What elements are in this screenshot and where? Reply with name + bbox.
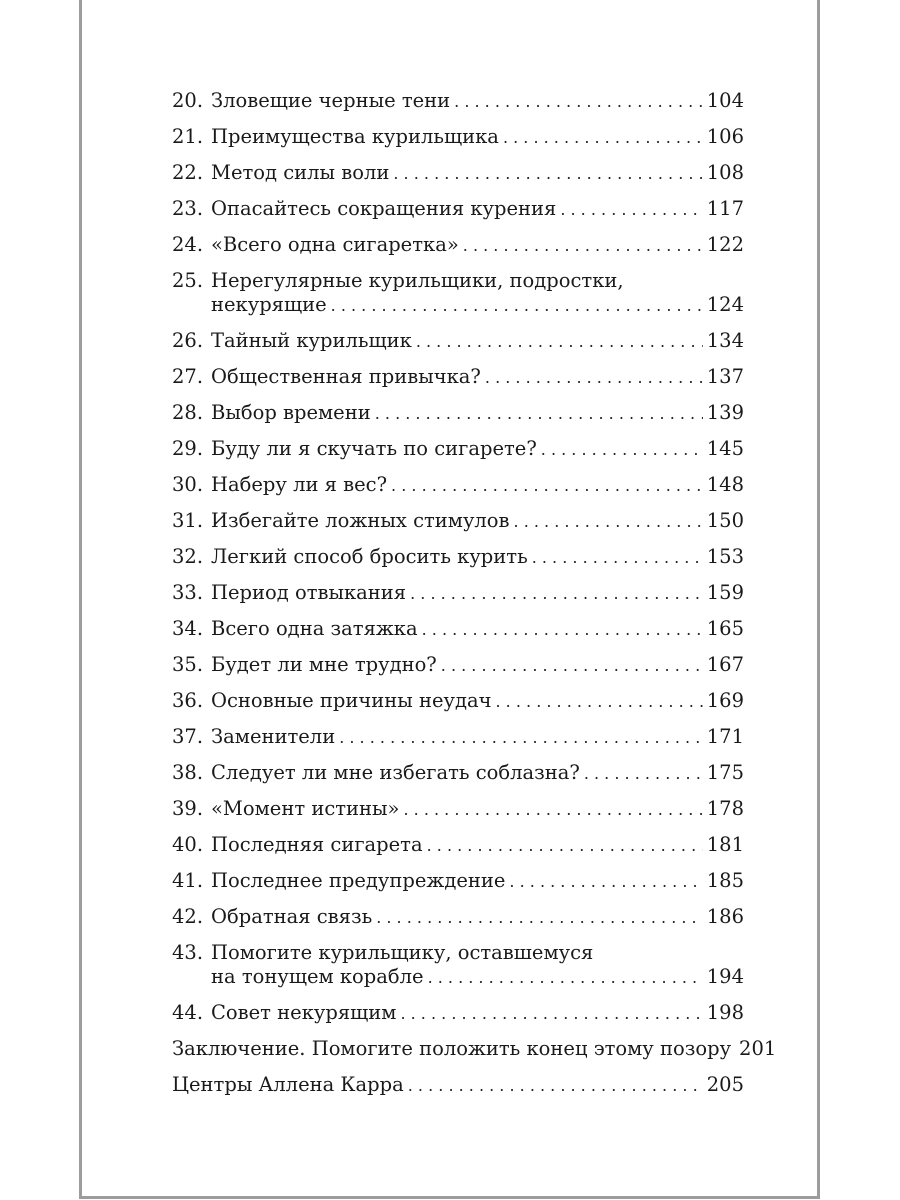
page-number: 178 [706,797,744,820]
page-number: 167 [706,653,744,676]
entry-title-line2: на тонущем корабле [211,965,424,988]
page-number: 139 [706,401,744,424]
page-number: 205 [706,1073,744,1096]
page-number: 159 [706,581,744,604]
entry-title: Легкий способ бросить курить [211,545,528,568]
entry-number: 35. [172,653,204,676]
entry-title: «Всего одна сигаретка» [211,233,459,256]
dot-leader [331,294,703,318]
dot-leader [416,330,703,354]
toc-entry [172,869,744,893]
entry-number: 42. [172,905,204,928]
page-number: 201 [739,1037,777,1060]
entry-title: Зловещие черные тени [211,89,451,112]
entry-title: Центры Аллена Карра [172,1073,404,1096]
dot-leader [375,402,703,426]
entry-number: 28. [172,401,204,424]
entry-title: Совет некурящим [211,1001,397,1024]
page-number: 122 [706,233,744,256]
toc-entry [172,437,744,461]
page-number: 148 [706,473,744,496]
entry-number: 36. [172,689,204,712]
entry-number: 41. [172,869,204,892]
page-number: 198 [706,1001,744,1024]
dot-leader [463,234,703,258]
toc-entry [172,329,744,353]
dot-leader [485,366,703,390]
entry-title: Наберу ли я вес? [211,473,388,496]
toc-entry [172,1001,744,1025]
dot-leader [584,762,703,786]
toc-entry [172,941,744,989]
toc-entry [172,617,744,641]
toc-entry [172,797,744,821]
entry-number: 39. [172,797,204,820]
page-number: 134 [706,329,744,352]
entry-title: Обратная связь [211,905,373,928]
page-number: 169 [706,689,744,712]
entry-title-line1: Нерегулярные курильщики, подростки, [211,269,624,292]
entry-number: 31. [172,509,204,532]
entry-number: 26. [172,329,204,352]
dot-leader [503,126,703,150]
entry-number: 32. [172,545,204,568]
entry-title: Всего одна затяжка [211,617,418,640]
entry-title: Основные причины неудач [211,689,492,712]
entry-title-line2: некурящие [211,293,327,316]
page-number: 137 [706,365,744,388]
toc-entry [172,581,744,605]
entry-number: 38. [172,761,204,784]
dot-leader [339,726,703,750]
entry-number: 43. [172,941,204,964]
entry-number: 22. [172,161,204,184]
dot-leader [403,798,702,822]
toc-entry-centers [172,1073,744,1097]
entry-number: 25. [172,269,204,292]
toc-entry [172,509,744,533]
entry-number: 21. [172,125,204,148]
toc-entry [172,761,744,785]
toc-entry [172,725,744,749]
page-number: 117 [706,197,744,220]
entry-number: 24. [172,233,204,256]
dot-leader [514,510,703,534]
entry-title-line1: Помогите курильщику, оставшемуся [211,941,594,964]
dot-leader [560,198,702,222]
page-number: 186 [706,905,744,928]
entry-title: Заменители [211,725,336,748]
entry-number: 23. [172,197,204,220]
entry-title: Заключение. Помогите положить конец этому позору [172,1037,732,1060]
dot-leader [376,906,703,930]
dot-leader [532,546,703,570]
toc-entry [172,905,744,929]
page-number: 124 [706,293,744,316]
page-number: 104 [706,89,744,112]
dot-leader [509,870,702,894]
entry-number: 33. [172,581,204,604]
page-number: 150 [706,509,744,532]
entry-title: Буду ли я скучать по сигарете? [211,437,537,460]
dot-leader [427,834,703,858]
toc-entry [172,125,744,149]
entry-number: 40. [172,833,204,856]
toc-entry [172,833,744,857]
entry-number: 29. [172,437,204,460]
entry-title: Следует ли мне избегать соблазна? [211,761,580,784]
entry-title: Избегайте ложных стимулов [211,509,510,532]
entry-number: 37. [172,725,204,748]
toc-entry [172,653,744,677]
page-number: 171 [706,725,744,748]
dot-leader [496,690,703,714]
entry-title: Период отвыкания [211,581,407,604]
page-number: 194 [706,965,744,988]
entry-number: 30. [172,473,204,496]
entry-title: Преимущества курильщика [211,125,499,148]
dot-leader [410,582,703,606]
toc-entry [172,473,744,497]
toc-entry [172,689,744,713]
toc-entry [172,545,744,569]
toc-entry [172,401,744,425]
entry-title: Выбор времени [211,401,371,424]
entry-number: 34. [172,617,204,640]
entry-title: «Момент истины» [211,797,400,820]
dot-leader [541,438,703,462]
page-number: 185 [706,869,744,892]
toc-entry [172,89,744,113]
toc-entry [172,269,744,317]
dot-leader [408,1074,703,1098]
entry-title: Тайный курильщик [211,329,412,352]
dot-leader [391,474,703,498]
dot-leader [400,1002,702,1026]
toc-entry [172,197,744,221]
toc-entry [172,365,744,389]
entry-title: Опасайтесь сокращения курения [211,197,557,220]
toc-entry-conclusion [172,1037,777,1061]
dot-leader [428,966,703,990]
page-number: 165 [706,617,744,640]
dot-leader [454,90,703,114]
entry-number: 27. [172,365,204,388]
dot-leader [393,162,702,186]
dot-leader [422,618,703,642]
table-of-contents [172,89,777,1109]
page-number: 153 [706,545,744,568]
page-number: 175 [706,761,744,784]
page-number: 106 [706,125,744,148]
entry-number: 20. [172,89,204,112]
toc-entry [172,233,744,257]
page-number: 145 [706,437,744,460]
entry-title: Общественная привычка? [211,365,481,388]
entry-title: Последнее предупреждение [211,869,506,892]
toc-entry [172,161,744,185]
entry-title: Метод силы воли [211,161,390,184]
entry-title: Последняя сигарета [211,833,423,856]
entry-title: Будет ли мне трудно? [211,653,437,676]
page-number: 108 [706,161,744,184]
dot-leader [441,654,703,678]
page-number: 181 [706,833,744,856]
entry-number: 44. [172,1001,204,1024]
